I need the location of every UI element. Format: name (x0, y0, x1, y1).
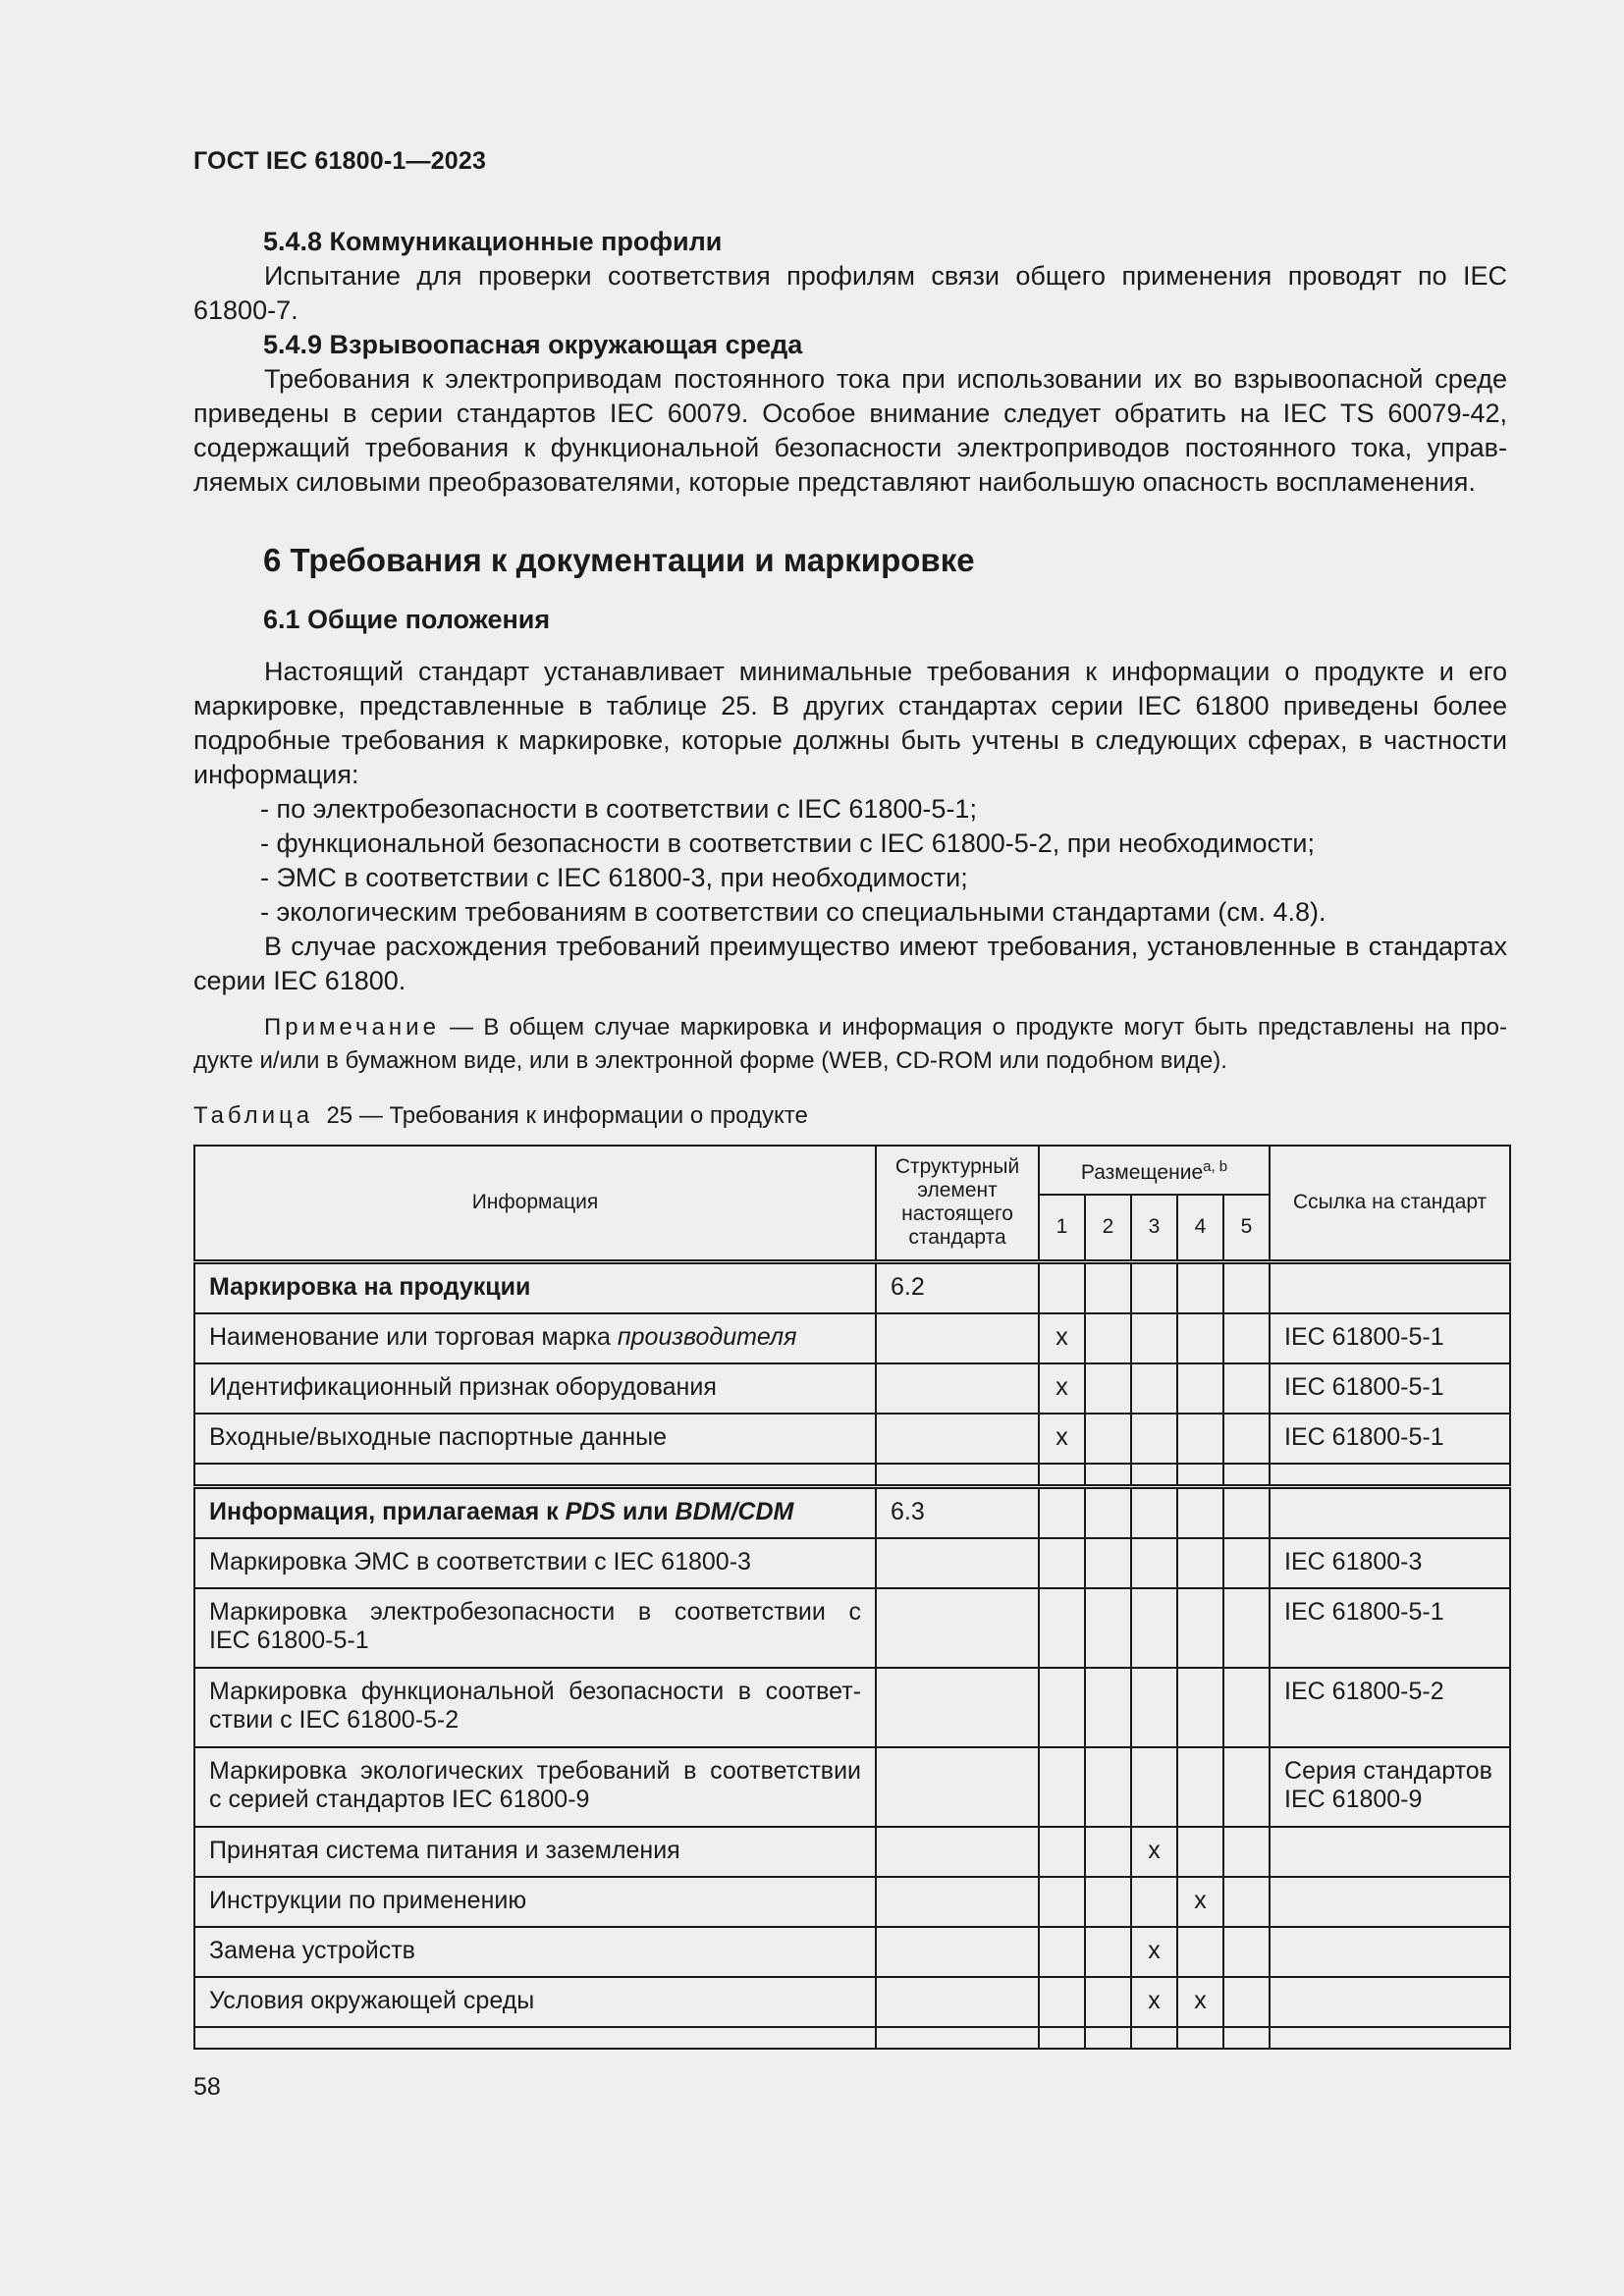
mark-cell (1223, 1877, 1270, 1927)
col-header-standard-ref: Ссылка на стандарт (1270, 1146, 1510, 1261)
mark-cell (1177, 1588, 1223, 1668)
row-info: Условия окружающей среды (194, 1977, 876, 2027)
row-info-line: IEC 61800-5-1 (209, 1626, 369, 1654)
mark-cell (1177, 1827, 1223, 1877)
row-info: Входные/выходные паспортные данные (194, 1414, 876, 1464)
section-title-part: Информация, прилагаемая к (209, 1497, 566, 1525)
mark-cell (1223, 1313, 1270, 1363)
mark-cell (1131, 1313, 1177, 1363)
table-row (194, 1363, 1510, 1414)
row-ref: IEC 61800-5-2 (1270, 1668, 1510, 1747)
col-header-structural-element: Структурный элемент настоящего стандарта (876, 1146, 1039, 1261)
mark-cell (1177, 1668, 1223, 1747)
row-ref (1270, 1827, 1510, 1877)
mark-cell (1131, 1414, 1177, 1464)
mark-cell (1131, 1668, 1177, 1747)
row-info-line: с серией стандартов IEC 61800-9 (209, 1785, 590, 1813)
table-section-row (194, 1261, 1510, 1313)
row-ref (1270, 1877, 1510, 1927)
note-text: — В общем случае маркировка и информация о продукте могут быть представлены на продукте и/или в бумажном виде, или в электронной форме (WEB, CD-ROM или подобном виде). (193, 1014, 1507, 1074)
row-info (194, 1668, 876, 1747)
mark-cell (1131, 1538, 1177, 1588)
row-info (194, 1588, 876, 1668)
mark-cell (1085, 1668, 1131, 1747)
section-clause: 6.2 (876, 1261, 1039, 1313)
table-row (194, 1668, 1510, 1747)
mark-cell (1039, 1927, 1085, 1977)
row-ref (1270, 1977, 1510, 2027)
list-item: - экологическим требованиям в соответствии со специальными стандартами (см. 4.8). (260, 897, 1326, 927)
row-ref-line: Серия стандартов (1284, 1756, 1492, 1785)
mark-cell (1223, 1977, 1270, 2027)
col-header-placement (1039, 1146, 1270, 1195)
mark-cell (1085, 1414, 1131, 1464)
mark-cell (1223, 1747, 1270, 1827)
row-info (194, 1313, 876, 1363)
mark-cell (1223, 1588, 1270, 1668)
col-header-info: Информация (194, 1146, 876, 1261)
mark-cell (1177, 1747, 1223, 1827)
table-caption (193, 1099, 808, 1133)
row-info-line: Маркировка функциональной безопасности в соответ- (209, 1677, 861, 1705)
section-5-4-8-title: 5.4.8 Коммуникационные профили (263, 227, 723, 256)
section-6-1-heading: 6.1 Общие положения (263, 605, 551, 634)
mark-cell (1223, 1668, 1270, 1747)
mark-cell (1039, 1668, 1085, 1747)
table-row (194, 1927, 1510, 1977)
mark-cell: x (1039, 1414, 1085, 1464)
mark-cell (1223, 1538, 1270, 1588)
col-header-place-5: 5 (1223, 1195, 1270, 1261)
mark-cell (1085, 1927, 1131, 1977)
section-5-4-9-text: Требования к электроприводам постоянного тока при использовании их во взрывоопасной среде приведены в серии стандартов IEC 60079. Особое внимание следует обратить на IEC TS 60079-42, содержащий требования к функциональной безопасности электроприводов постоянного тока, управляемых силовыми преобразователями, которые представляют наибольшую опасность воспламенения. (193, 364, 1507, 497)
mark-cell (1085, 1877, 1131, 1927)
col-header-place-4: 4 (1177, 1195, 1223, 1261)
mark-cell (1177, 1414, 1223, 1464)
running-header: ГОСТ IEC 61800-1—2023 (193, 147, 487, 175)
mark-cell (1177, 1313, 1223, 1363)
mark-cell (1177, 1538, 1223, 1588)
mark-cell (1223, 1827, 1270, 1877)
mark-cell: x (1177, 1977, 1223, 2027)
list-item: - ЭМС в соответствии с IEC 61800-3, при необходимости; (260, 863, 968, 892)
table-row (194, 1747, 1510, 1827)
table-spacer-row (194, 2027, 1510, 2049)
product-info-table (193, 1145, 1511, 2050)
table-row (194, 1588, 1510, 1668)
mark-cell (1085, 1538, 1131, 1588)
row-ref: IEC 61800-5-1 (1270, 1313, 1510, 1363)
mark-cell (1039, 1588, 1085, 1668)
mark-cell (1039, 1877, 1085, 1927)
mark-cell (1039, 1827, 1085, 1877)
mark-cell (1085, 1977, 1131, 2027)
mark-cell (1177, 1927, 1223, 1977)
mark-cell (1131, 1877, 1177, 1927)
mark-cell: x (1131, 1827, 1177, 1877)
section-6-1-text-2: В случае расхождения требований преимущество имеют требования, установленные в стандартах серии IEC 61800. (193, 932, 1507, 995)
mark-cell (1085, 1827, 1131, 1877)
mark-cell (1223, 1927, 1270, 1977)
section-6-heading: 6 Требования к документации и маркировке (263, 542, 975, 578)
mark-cell: x (1039, 1363, 1085, 1414)
row-info: Маркировка ЭМС в соответствии с IEC 61800-3 (194, 1538, 876, 1588)
row-info-line: ствии с IEC 61800-5-2 (209, 1705, 460, 1734)
table-row (194, 1827, 1510, 1877)
mark-cell: x (1131, 1927, 1177, 1977)
section-title (194, 1486, 876, 1538)
mark-cell (1039, 1538, 1085, 1588)
mark-cell (1085, 1313, 1131, 1363)
list-item: - функциональной безопасности в соответствии с IEC 61800-5-2, при необходимости; (260, 828, 1316, 858)
table-spacer-row (194, 1464, 1510, 1487)
row-info (194, 1747, 876, 1827)
section-title-part: BDM/CDM (675, 1497, 794, 1525)
section-5-4-8-text: Испытание для проверки соответствия профилям связи общего применения проводят по IEC 61800-7. (193, 261, 1507, 325)
table-row (194, 1313, 1510, 1363)
section-6-1-text: Настоящий стандарт устанавливает минимальные требования к информации о продукте и его маркировке, представленные в таблице 25. В других стандартах серии IEC 61800 приведены более подробные требования к маркировке, которые должны быть учтены в следующих сферах, в частности информация: (193, 657, 1507, 789)
col-header-place-2: 2 (1085, 1195, 1131, 1261)
mark-cell (1223, 1414, 1270, 1464)
table-caption-text: 25 — Требования к информации о продукте (326, 1102, 808, 1129)
mark-cell: x (1039, 1313, 1085, 1363)
mark-cell (1177, 1363, 1223, 1414)
mark-cell: x (1177, 1877, 1223, 1927)
mark-cell (1131, 1363, 1177, 1414)
row-ref-line: IEC 61800-9 (1284, 1785, 1423, 1813)
row-info: Замена устройств (194, 1927, 876, 1977)
row-ref: IEC 61800-5-1 (1270, 1414, 1510, 1464)
mark-cell (1131, 1588, 1177, 1668)
section-clause: 6.3 (876, 1486, 1039, 1538)
section-5-4-9-title: 5.4.9 Взрывоопасная окружающая среда (263, 330, 803, 359)
table-caption-label: Таблица (193, 1102, 314, 1129)
page-number: 58 (193, 2073, 221, 2101)
col-header-place-1: 1 (1039, 1195, 1085, 1261)
table-row (194, 1538, 1510, 1588)
mark-cell (1085, 1747, 1131, 1827)
section-title: Маркировка на продукции (194, 1261, 876, 1313)
col-header-placement-footnote: a, b (1203, 1158, 1228, 1175)
row-ref (1270, 1927, 1510, 1977)
col-header-place-3: 3 (1131, 1195, 1177, 1261)
note-label: Примечание (264, 1014, 440, 1041)
mark-cell (1085, 1588, 1131, 1668)
table-row (194, 1414, 1510, 1464)
row-ref: IEC 61800-5-1 (1270, 1363, 1510, 1414)
table-row (194, 1877, 1510, 1927)
note-paragraph (193, 1011, 1507, 1078)
mark-cell (1039, 1747, 1085, 1827)
row-ref (1270, 1747, 1510, 1827)
mark-cell (1039, 1977, 1085, 2027)
table-row (194, 1977, 1510, 2027)
row-info: Принятая система питания и заземления (194, 1827, 876, 1877)
section-title-part: или (616, 1497, 676, 1525)
table-section-row (194, 1486, 1510, 1538)
row-ref: IEC 61800-3 (1270, 1538, 1510, 1588)
row-ref: IEC 61800-5-1 (1270, 1588, 1510, 1668)
mark-cell (1223, 1363, 1270, 1414)
col-header-placement-label: Размещение (1080, 1161, 1204, 1184)
row-info-line: Маркировка электробезопасности в соответствии с (209, 1597, 861, 1626)
mark-cell (1085, 1363, 1131, 1414)
mark-cell: x (1131, 1977, 1177, 2027)
mark-cell (1131, 1747, 1177, 1827)
row-info-line: Маркировка экологических требований в соответствии (209, 1756, 861, 1785)
row-info-text: Наименование или торговая марка (209, 1322, 618, 1351)
row-info: Инструкции по применению (194, 1877, 876, 1927)
row-info-italic: производителя (617, 1322, 797, 1351)
row-info: Идентификационный признак оборудования (194, 1363, 876, 1414)
section-title-part: PDS (565, 1497, 616, 1525)
list-item: - по электробезопасности в соответствии с IEC 61800-5-1; (260, 794, 977, 824)
